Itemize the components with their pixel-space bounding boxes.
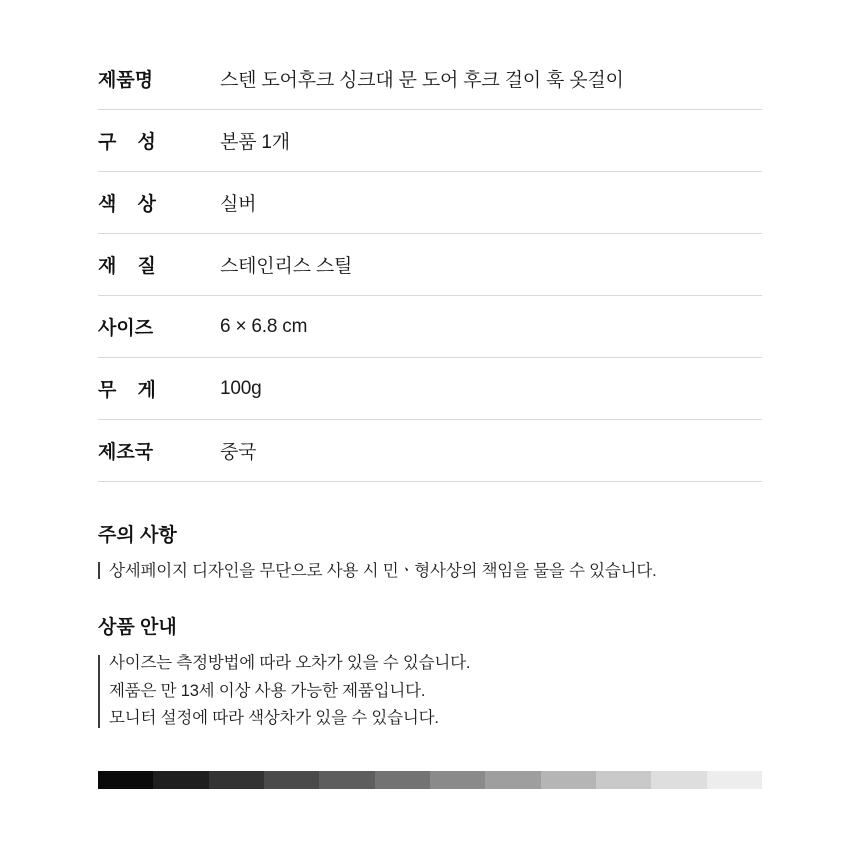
guide-item-text: 사이즈는 측정방법에 따라 오차가 있을 수 있습니다. xyxy=(109,654,471,672)
spec-label: 재 질 xyxy=(98,256,156,277)
spec-value: 중국 xyxy=(220,442,257,463)
spec-value: 본품 1개 xyxy=(220,132,290,153)
guide-list xyxy=(98,651,790,732)
guide-item-text: 제품은 만 13세 이상 사용 가능한 제품입니다. xyxy=(109,681,426,700)
guide-section xyxy=(90,612,790,734)
spec-value: 실버 xyxy=(220,194,257,215)
grayscale-swatch xyxy=(651,771,706,789)
notice-item xyxy=(90,559,790,585)
guide-title: 상품 안내 xyxy=(98,617,177,638)
grayscale-swatch xyxy=(319,771,374,789)
notice-item-text: 상세페이지 디자인을 무단으로 사용 시 민ㆍ형사상의 책임을 물을 수 있습니다. xyxy=(109,562,657,580)
specification-table xyxy=(98,48,762,482)
spec-label: 구 성 xyxy=(98,132,156,153)
grayscale-swatch xyxy=(430,771,485,789)
grayscale-swatch xyxy=(209,771,264,789)
guide-item-text: 모니터 설정에 따라 색상차가 있을 수 있습니다. xyxy=(109,709,439,728)
grayscale-swatch xyxy=(375,771,430,789)
grayscale-strip xyxy=(98,771,762,789)
spec-label: 무 게 xyxy=(98,380,156,401)
table-row xyxy=(98,48,762,110)
bar-marker-icon xyxy=(98,562,100,579)
notice-title: 주의 사항 xyxy=(98,525,177,546)
spec-value: 6 × 6.8 cm xyxy=(220,315,308,337)
grayscale-swatch xyxy=(541,771,596,789)
grayscale-swatch xyxy=(98,771,153,789)
notice-section xyxy=(90,520,790,589)
table-row xyxy=(98,358,762,420)
table-row xyxy=(98,420,762,482)
table-row xyxy=(98,296,762,358)
grayscale-swatch xyxy=(596,771,651,789)
grayscale-swatch xyxy=(707,771,762,789)
spec-value: 100g xyxy=(220,377,262,399)
table-row xyxy=(98,172,762,234)
spec-label: 제품명 xyxy=(98,70,154,91)
grayscale-swatch xyxy=(485,771,540,789)
spec-value: 스텐 도어후크 싱크대 문 도어 후크 걸이 훅 옷걸이 xyxy=(220,70,624,91)
spec-label: 사이즈 xyxy=(98,318,154,339)
spec-value: 스테인리스 스틸 xyxy=(220,256,353,277)
spec-label: 색 상 xyxy=(98,194,156,215)
grayscale-swatch xyxy=(153,771,208,789)
table-row xyxy=(98,110,762,172)
spec-label: 제조국 xyxy=(98,442,154,463)
table-row xyxy=(98,234,762,296)
grayscale-swatch xyxy=(264,771,319,789)
